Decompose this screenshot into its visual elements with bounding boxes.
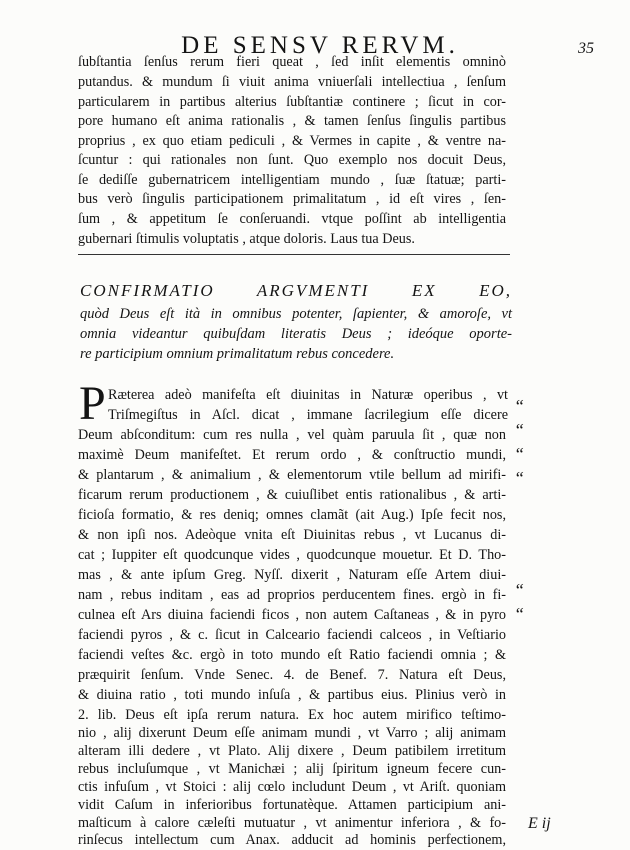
margin-quote-mark: “ [514, 468, 525, 488]
text-line: ctis infuſum , vt Stoici : alij cœlo includunt Deum , vt Ariſt. quoniam [78, 779, 506, 795]
text-line: nio , alij dixerunt Deum eſſe animam mundi , vt Varro ; alij animam [78, 725, 506, 741]
margin-quote-mark: “ [514, 580, 525, 600]
text-line: rinſecus intellectum cum Anax. adducit ad hominis perfectionem, [78, 832, 506, 848]
text-line: ſum , & appetitum ſe conſeruandi. vtque poſſint ab intelligentia [78, 211, 506, 227]
text-line: faciendi veſtes &c. ergò in toto mundo eſt Ratio faciendi omnia ; & [78, 647, 506, 663]
signature-mark: E ij [528, 815, 551, 832]
text-line: ſcuntur : qui rationales non ſunt. Quo exemplo nos docuit Deus, [78, 152, 506, 168]
text-line: 2. lib. Deus eſt ipſa rerum natura. Ex hoc autem mirifico teſtimo- [78, 707, 506, 723]
text-line: & diuina ratio , toti mundo inſuſa , & partibus eius. Plinius verò in [78, 687, 506, 703]
text-line: mas , & ante ipſum Greg. Nyſſ. dixerit , Naturam eſſe Artem diui- [78, 567, 506, 583]
text-line: maximè Deum manifeſtet. Et rerum ordo , & conſtructio mundi, [78, 447, 506, 463]
text-line: & non ipſi nos. Adeòque vnita eſt Diuinitas rebus , vt Lucanus di- [78, 527, 506, 543]
text-line: pore humano eſt anima rationalis , & tamen ſenſus ſingulis partibus [78, 113, 506, 129]
running-title: DE SENSV RERVM. [181, 32, 459, 59]
text-line: præquirit ſenſum. Vnde Senec. 4. de Benef. 7. Natura eſt Deus, [78, 667, 506, 683]
text-line: gubernari ſtimulis voluptatis , atque doloris. Laus tua Deus. [78, 231, 415, 247]
text-line: Deum abſconditum: cum res nulla , vel quàm paruula ſit , quæ non [78, 427, 506, 443]
text-line: rebus incluſumque , vt Manichæi ; alij ſpiritum igneum fecere cun- [78, 761, 506, 777]
text-line: maſticum à calore cæleſti mutuatur , vt animentur inferiora , & fo- [78, 815, 506, 831]
margin-quote-mark: “ [514, 604, 525, 624]
text-line: ſe dediſſe gubernatricem intelligentiam mundo , ſuæ ſtatuæ; parti- [78, 172, 506, 188]
drop-cap: P [79, 377, 106, 430]
heading-line: re participium omnium primalitatum rebus concedere. [80, 346, 395, 362]
text-line: ficarum rerum productionem , & cuiuſlibet entis rationalibus , & arti- [78, 487, 506, 503]
text-line: ficioſa formatio, & res deniq; omnes clamãt (ait Aug.) Ipſe fecit nos, [78, 507, 506, 523]
section-divider [78, 254, 510, 255]
text-line: vidit Caſum in inferioribus fortunatèque. Attamen participium ani- [78, 797, 506, 813]
margin-quote-mark: “ [514, 396, 525, 416]
heading-line: omnia videantur quibuſdam literatis Deus ; ideóque oporte- [80, 326, 512, 342]
margin-quote-mark: “ [514, 420, 525, 440]
text-line: proprius , ex quo etiam pediculi , & Vermes in capite , & ventre na- [78, 133, 506, 149]
text-line: ſubſtantia ſenſus rerum fieri queat , ſed inſit elementis omninò [78, 54, 506, 70]
text-line: cat ; Iuppiter eſt quodcunque vides , quodcunque mouetur. Et D. Tho- [78, 547, 506, 563]
text-line: putandus. & mundum ſi viuit anima vniuerſali intellectiua , ſenſum [78, 74, 506, 90]
text-line: particularem in partibus alterius ſubſtantiæ continere ; ſicut in cor- [78, 94, 506, 110]
margin-quote-mark: “ [514, 444, 525, 464]
text-line: bus verò ſingulis participationem primalitatum , id eſt vires , ſen- [78, 191, 506, 207]
text-line: nam , rebus inditam , eas ad proprios perducentem fines. ergò in fi- [78, 587, 506, 603]
page-number: 35 [578, 40, 594, 57]
heading-line: quòd Deus eſt ità in omnibus potenter, ſapienter, & amoroſe, vt [80, 306, 512, 322]
text-line: culnea eſt Ars diuina faciendi ficos , non autem Caſtaneas , & in pyro [78, 607, 506, 623]
text-line: faciendi pyros , & c. ſicut in Calceario faciendi calceos , in Veſtiario [78, 627, 506, 643]
text-line: alteram illi dedere , vt Plato. Alij dixere , Deum patibilem irretitum [78, 743, 506, 759]
text-line: & plantarum , & animalium , & elementorum vtile bellum ad mirifi- [78, 467, 506, 483]
section-title: CONFIRMATIO ARGVMENTI EX EO, [80, 281, 512, 300]
text-line: Triſmegiſtus in Aſcl. dicat , immane ſacrilegium eſſe dicere [108, 407, 508, 423]
text-line: Ræterea adeò manifeſta eſt diuinitas in Naturæ operibus , vt [108, 387, 508, 403]
